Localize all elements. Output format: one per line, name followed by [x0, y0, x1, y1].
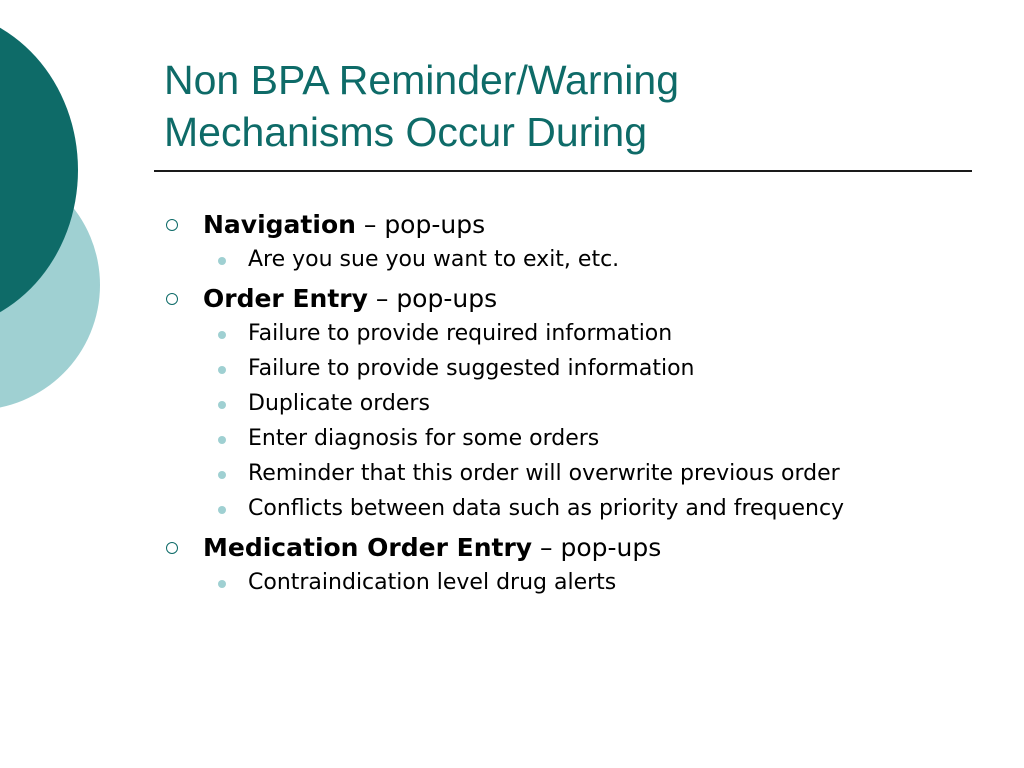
list-item — [164, 424, 944, 453]
section-medication-order-entry — [164, 529, 944, 567]
dot-bullet-icon — [218, 580, 226, 588]
dot-bullet-icon — [218, 257, 226, 265]
list-item — [164, 459, 944, 488]
dot-bullet-icon — [218, 506, 226, 514]
list-item-text: Failure to provide suggested information — [248, 356, 695, 381]
dot-bullet-icon — [218, 436, 226, 444]
list-item-text: Conflicts between data such as priority and frequency — [248, 496, 845, 521]
list-item — [164, 494, 944, 523]
section-suffix: – pop-ups — [532, 533, 662, 562]
bullet-list — [164, 206, 944, 603]
dot-bullet-icon — [218, 331, 226, 339]
list-item-text: Contraindication level drug alerts — [248, 570, 617, 595]
list-item — [164, 245, 944, 274]
section-order-entry — [164, 280, 944, 318]
list-item-text: Enter diagnosis for some orders — [248, 426, 600, 451]
slide-title — [164, 54, 964, 158]
section-order-entry-items — [164, 319, 944, 523]
dot-bullet-icon — [218, 471, 226, 479]
list-item — [164, 354, 944, 383]
slide-title-line-1: Non BPA Reminder/Warning — [164, 57, 680, 103]
list-item-text: Failure to provide required information — [248, 321, 673, 346]
section-suffix: – pop-ups — [367, 284, 498, 313]
section-heading: Navigation — [203, 210, 356, 239]
dot-bullet-icon — [218, 366, 226, 374]
list-item — [164, 568, 944, 597]
list-item-text: Are you sue you want to exit, etc. — [248, 247, 620, 272]
section-medication-order-entry-items — [164, 568, 944, 597]
list-item — [164, 389, 944, 418]
section-navigation — [164, 206, 944, 244]
title-divider — [154, 170, 972, 172]
section-suffix: – pop-ups — [355, 210, 486, 239]
hollow-circle-bullet-icon — [166, 542, 178, 554]
section-heading: Order Entry — [203, 284, 368, 313]
section-navigation-items — [164, 245, 944, 274]
dot-bullet-icon — [218, 401, 226, 409]
hollow-circle-bullet-icon — [166, 293, 178, 305]
hollow-circle-bullet-icon — [166, 219, 178, 231]
list-item — [164, 319, 944, 348]
slide-title-line-2: Mechanisms Occur During — [164, 109, 648, 155]
list-item-text: Duplicate orders — [248, 391, 430, 416]
list-item-text: Reminder that this order will overwrite previous order — [248, 461, 840, 486]
section-heading: Medication Order Entry — [203, 533, 533, 562]
